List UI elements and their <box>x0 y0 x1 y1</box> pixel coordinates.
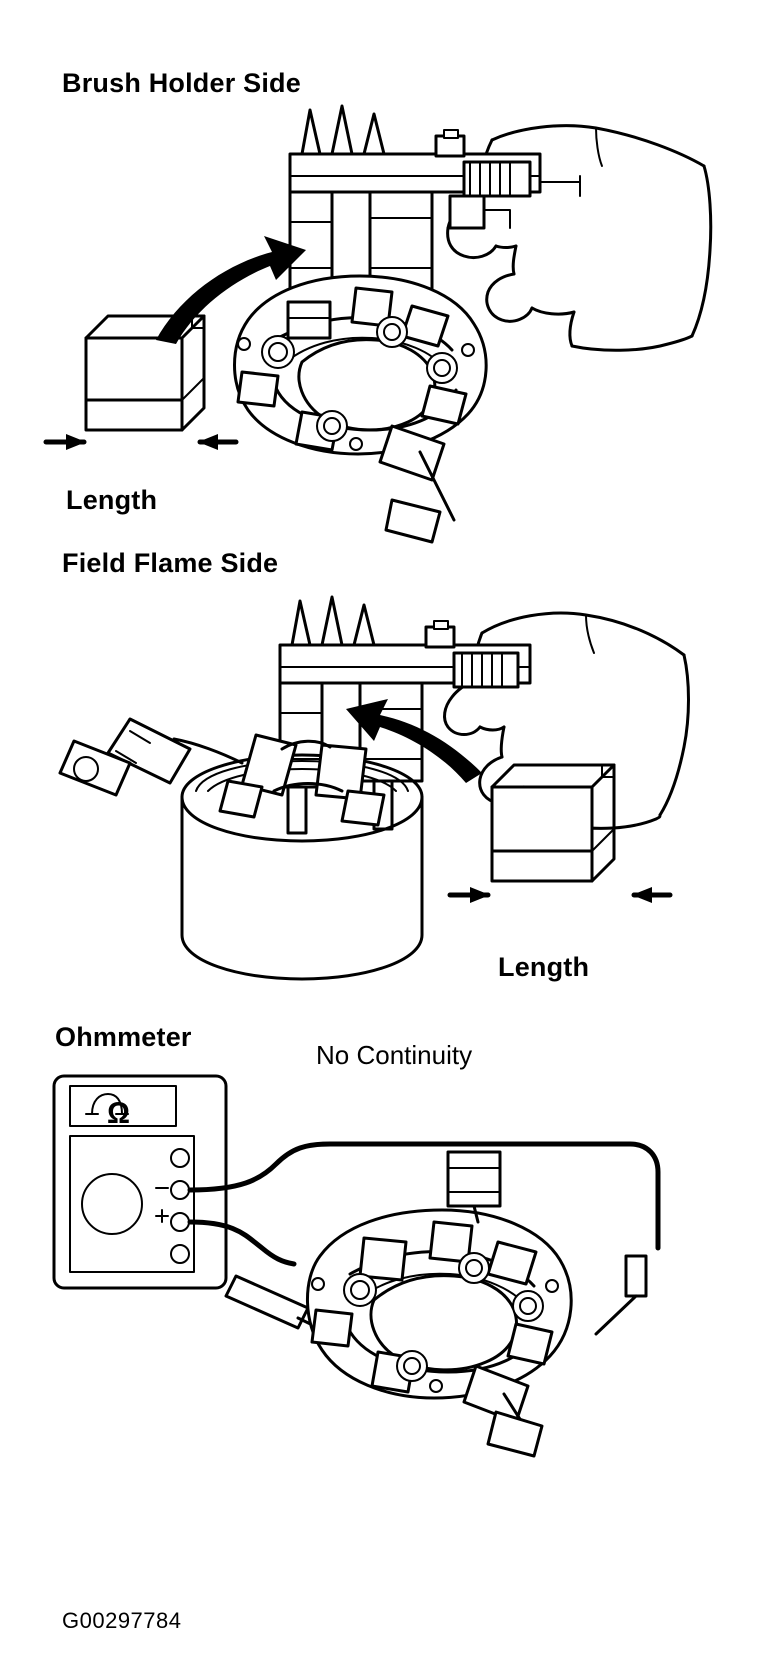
brush-block-icon <box>492 765 614 881</box>
no-continuity-callout: No Continuity <box>316 1040 473 1070</box>
length-callout-brush-holder: Length <box>66 485 158 515</box>
ohmmeter-icon <box>54 1076 226 1288</box>
figure-brush-holder-side <box>40 100 720 530</box>
brush-holder-assembly-icon <box>307 1152 571 1456</box>
figure-continuity-test <box>30 1060 730 1460</box>
figure-code: G00297784 <box>62 1608 182 1633</box>
brush-block-icon <box>86 316 204 430</box>
length-callout-field-flame: Length <box>498 952 590 982</box>
brush-holder-assembly-icon <box>235 276 487 542</box>
figure-field-flame-side <box>30 585 730 1005</box>
length-dimension-arrows <box>450 887 670 903</box>
figure-title-field-flame-side: Field Flame Side <box>62 548 279 578</box>
length-dimension-arrows <box>46 434 236 450</box>
figure-title-brush-holder-side: Brush Holder Side <box>62 68 301 98</box>
figure-title-ohmmeter: Ohmmeter <box>55 1022 192 1052</box>
ohm-symbol: Ω <box>107 1097 131 1130</box>
